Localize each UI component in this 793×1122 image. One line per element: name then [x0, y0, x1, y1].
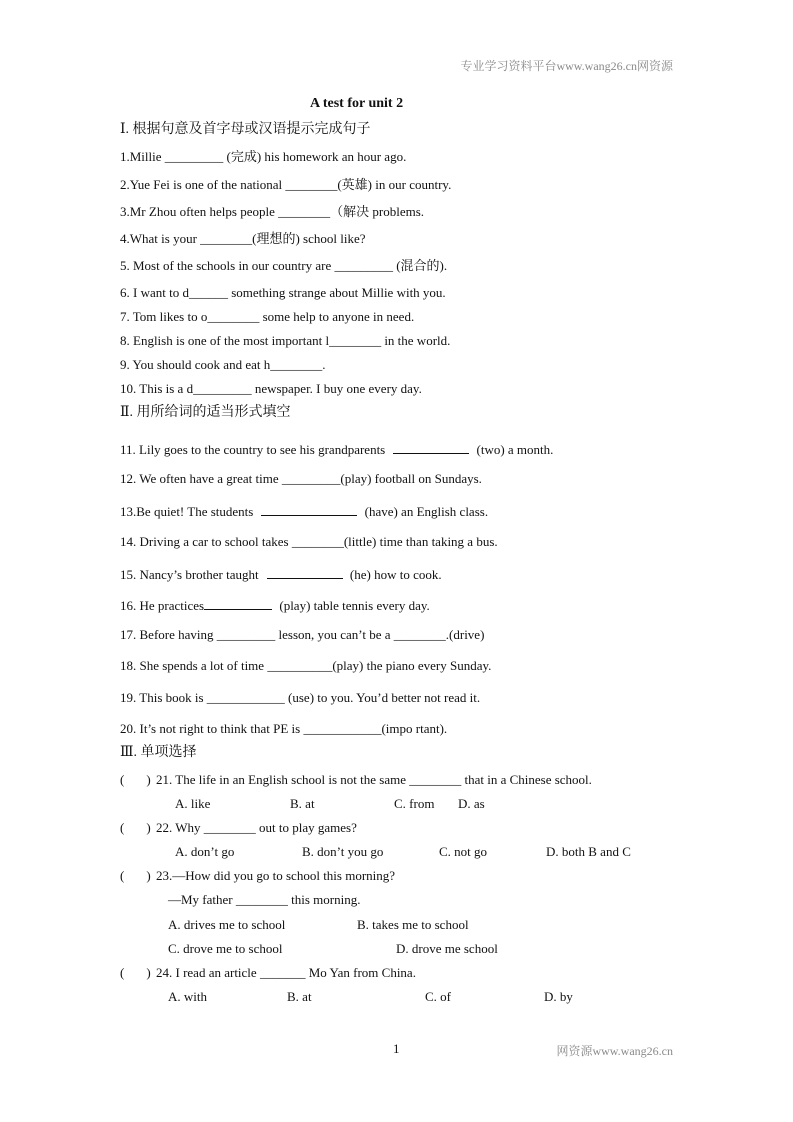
footer-watermark: 网资源www.wang26.cn — [556, 1044, 673, 1058]
section-1-heading: Ⅰ. 根据句意及首字母或汉语提示完成句子 — [120, 122, 371, 137]
question-19: 19. This book is ____________ (use) to you. You’d better not read it. — [120, 690, 481, 705]
page-title: A test for unit 2 — [310, 96, 404, 111]
section-3-heading: Ⅲ. 单项选择 — [120, 745, 197, 760]
q22-option-a[interactable]: A. don’t go — [175, 844, 235, 859]
answer-paren-24[interactable]: ( ) — [120, 965, 151, 980]
question-2: 2.Yue Fei is one of the national ________(英雄) in our country. — [120, 177, 452, 192]
q23-option-c[interactable]: C. drove me to school — [168, 941, 283, 956]
answer-blank-16[interactable] — [204, 596, 272, 610]
question-21 — [120, 772, 592, 788]
question-22 — [120, 820, 357, 836]
q22-option-b[interactable]: B. don’t you go — [302, 844, 384, 859]
question-15 — [120, 565, 442, 583]
answer-blank-13[interactable] — [261, 502, 357, 516]
q23-option-b[interactable]: B. takes me to school — [357, 917, 469, 932]
q21-option-b[interactable]: B. at — [290, 796, 315, 811]
q21-option-d[interactable]: D. as — [458, 796, 485, 811]
question-13-hint: (have) an English class. — [364, 504, 489, 519]
question-16 — [120, 596, 430, 614]
q23-option-a[interactable]: A. drives me to school — [168, 917, 286, 932]
q22-option-d[interactable]: D. both B and C — [546, 844, 631, 859]
question-10: 10. This is a d_________ newspaper. I buy one every day. — [120, 381, 422, 396]
question-1: 1.Millie _________ (完成) his homework an hour ago. — [120, 149, 407, 164]
page-number: 1 — [393, 1041, 400, 1056]
question-13 — [120, 502, 488, 520]
question-11 — [120, 440, 553, 458]
question-23 — [120, 868, 395, 884]
question-13-text: 13.Be quiet! The students — [120, 504, 254, 519]
question-23-stem: 23.—How did you go to school this morning? — [156, 868, 396, 883]
q22-option-c[interactable]: C. not go — [439, 844, 488, 859]
question-3: 3.Mr Zhou often helps people ________（解决 problems. — [120, 204, 425, 219]
q24-option-b[interactable]: B. at — [287, 989, 312, 1004]
question-14: 14. Driving a car to school takes ________(little) time than taking a bus. — [120, 534, 498, 549]
question-16-hint: (play) table tennis every day. — [279, 598, 430, 613]
question-16-text: 16. He practices — [120, 598, 205, 613]
question-24-stem: 24. I read an article _______ Mo Yan from China. — [156, 965, 416, 980]
q24-option-a[interactable]: A. with — [168, 989, 207, 1004]
q24-option-d[interactable]: D. by — [544, 989, 573, 1004]
answer-paren-21[interactable]: ( ) — [120, 772, 151, 787]
question-11-hint: (two) a month. — [476, 442, 554, 457]
q23-option-d[interactable]: D. drove me school — [396, 941, 498, 956]
question-20: 20. It’s not right to think that PE is ____________(impo rtant). — [120, 721, 448, 736]
question-11-text: 11. Lily goes to the country to see his grandparents — [120, 442, 386, 457]
question-4: 4.What is your ________(理想的) school like? — [120, 231, 366, 246]
question-24 — [120, 965, 416, 981]
question-15-hint: (he) how to cook. — [349, 567, 442, 582]
answer-paren-22[interactable]: ( ) — [120, 820, 151, 835]
section-2-heading: Ⅱ. 用所给词的适当形式填空 — [120, 405, 291, 420]
question-7: 7. Tom likes to o________ some help to anyone in need. — [120, 309, 415, 324]
question-15-text: 15. Nancy’s brother taught — [120, 567, 259, 582]
q21-option-c[interactable]: C. from — [394, 796, 435, 811]
q21-option-a[interactable]: A. like — [175, 796, 211, 811]
question-23-line2: —My father ________ this morning. — [168, 892, 361, 907]
question-5: 5. Most of the schools in our country are _________ (混合的). — [120, 258, 448, 273]
question-6: 6. I want to d______ something strange about Millie with you. — [120, 285, 446, 300]
question-21-stem: 21. The life in an English school is not the same ________ that in a Chinese school. — [156, 772, 592, 787]
question-17: 17. Before having _________ lesson, you can’t be a ________.(drive) — [120, 627, 485, 642]
header-watermark: 专业学习资料平台www.wang26.cn网资源 — [460, 59, 673, 73]
question-18: 18. She spends a lot of time __________(play) the piano every Sunday. — [120, 658, 492, 673]
question-9: 9. You should cook and eat h________. — [120, 357, 326, 372]
question-22-stem: 22. Why ________ out to play games? — [156, 820, 357, 835]
answer-paren-23[interactable]: ( ) — [120, 868, 151, 883]
answer-blank-11[interactable] — [393, 440, 469, 454]
question-8: 8. English is one of the most important l________ in the world. — [120, 333, 451, 348]
question-12: 12. We often have a great time _________(play) football on Sundays. — [120, 471, 482, 486]
answer-blank-15[interactable] — [267, 565, 343, 579]
q24-option-c[interactable]: C. of — [425, 989, 451, 1004]
